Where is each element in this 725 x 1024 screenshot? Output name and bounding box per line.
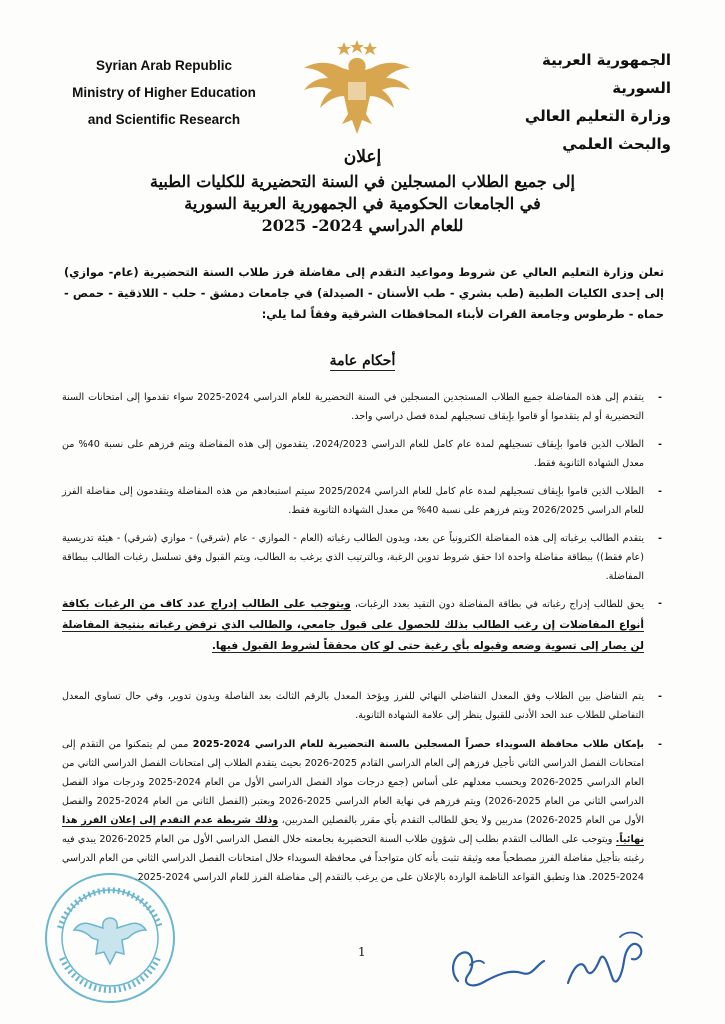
- section-heading: [0, 353, 725, 369]
- announcement-subtitle-2: في الجامعات الحكومية في الجمهورية العربية السورية: [184, 194, 541, 213]
- header-ar-line-1: الجمهورية العربية السورية: [542, 51, 671, 97]
- rule-7-body: ممن لم يتمكنوا من التقدم إلى امتحانات الفصل الدراسي الثاني تأجيل فرزهم إلى العام الدراسي القادم 2025-2026 بحيث يتقدم الطلاب إلى امتحانات الفصل الدراسي الثاني من العام الدراسي 2025-2026 ويحسب معدلهم على أساس (جمع درجات مواد الفصل الدراسي الأول من العام 2024-2025 ودرجات مواد الفصل الدراسي الثاني من العام 2025-2026) ويتم فرزهم في نهاية العام الدراسي 2025-2026 ويعتبر (الفصل الثاني من العام 2024-2025 والفصل الأول من العام 2025-2026) مدربين ولا يحق للطالب التقدم بأي مقرر بالفصلين المدربين،: [62, 739, 644, 826]
- rule-item-2: - الطلاب الذين قاموا بإيقاف تسجيلهم لمدة عام كامل للعام الدراسي 2024/2023، يتقدمون إلى هذه المفاضلة ويتم فرزهم على نسبة 40% من معدل الشهادة الثانوية فقط.: [62, 435, 662, 482]
- rule-item-5: [62, 594, 662, 687]
- section-heading-text: أحكام عامة: [329, 353, 396, 369]
- rule-item-6: - يتم التفاضل بين الطلاب وفق المعدل التفاضلي النهائي للفرز ويؤخذ المعدل بالرقم الثالث بعد الفاصلة وبدون تدوير، وفي حال تساوي المعدل التفاضلي للطلاب عند الحد الأدنى للقبول ينظر إلى علامة الشهادة الثانوية.: [62, 687, 662, 735]
- rule-7-lead: بإمكان طلاب محافظة السويداء حصراً المسجلين بالسنة التحضيرية للعام الدراسي 2024-2025: [192, 739, 644, 750]
- academic-year: للعام الدراسي 2024- 2025: [261, 216, 464, 235]
- header-en-line-2: Ministry of Higher Education: [72, 85, 256, 100]
- ministry-stamp-icon: [40, 868, 180, 1008]
- header-arabic: [481, 46, 671, 158]
- rule-5-emphasis-text: ويتوجب على الطالب إدراج عدد كاف من الرغبات بكافة أنواع المفاضلات إن رغب الطالب بذلك للحصول على قبول جامعي، والطالب الذي ترفض رغباته بنتيجة المفاضلة لن يصار إلى تسوية وضعه وقبوله بأي رغبة حتى لو كان محققاً لشروط القبول فيها.: [62, 598, 644, 652]
- signature-1-icon: [440, 935, 550, 995]
- announcement-title: إعلان: [343, 147, 382, 167]
- signature-2-icon: [560, 925, 650, 1000]
- announcement-subtitle-1: إلى جميع الطلاب المسجلين في السنة التحضيرية للكليات الطبية: [149, 172, 575, 191]
- header-en-line-1: Syrian Arab Republic: [95, 58, 233, 73]
- eagle-emblem-icon: [292, 38, 422, 138]
- rule-item-4: - يتقدم الطالب برغباته إلى هذه المفاضلة الكترونياً عن بعد، ويدون الطالب رغباته (العام - الموازي - عام (شرقي) - موازي (شرقي) - هيئة تدريسية (عام فقط)) ببطاقة مفاضلة واحدة اذا حقق شروط تدوين الرغبة، وبالترتيب الذي يرغب به الطالب، ويتم القبول وفق تسلسل رغبات الطالب ببطاقة المفاضلة.: [62, 529, 662, 594]
- rule-7-underlined: وذلك شريطة عدم التقدم إلى إعلان الفرز هذا نهائياً.: [62, 815, 644, 845]
- header-en-line-3: and Scientific Research: [87, 112, 241, 127]
- intro-paragraph: تعلن وزارة التعليم العالي عن شروط ومواعيد التقدم إلى مفاضلة فرز طلاب السنة التحضيرية (عام- موازي) إلى إحدى الكليات الطبية (طب بشري - طب الأسنان - الصيدلة) في جامعات دمشق - حلب - اللاذقية - حمص - حماه - طرطوس وجامعة الفرات لأبناء المحافظات الشرقية وفقاً لما يلي:: [64, 266, 664, 321]
- header-english: [64, 52, 264, 133]
- header-ar-line-3: والبحث العلمي: [562, 135, 671, 153]
- header-ar-line-2: وزارة التعليم العالي: [524, 107, 671, 125]
- rule-item-1: - يتقدم إلى هذه المفاضلة جميع الطلاب المستجدين المسجلين في السنة التحضيرية للعام الدراسي 2024-2025 سواء تقدموا إلى امتحانات السنة التحضيرية أو لم يتقدموا أو قاموا بإيقاف تسجيلهم لمدة فصل دراسي واحد.: [62, 388, 662, 435]
- rule-item-3: - الطلاب الذين قاموا بإيقاف تسجيلهم لمدة عام كامل للعام الدراسي 2025/2024 سيتم استبعادهم من هذه المفاضلة ويتقدمون إلى مفاضلة الفرز للعام الدراسي 2026/2025 ويتم فرزهم على نسبة 40% من معدل الشهادة الثانوية فقط.: [62, 482, 662, 529]
- page-number: 1: [358, 945, 366, 959]
- rule-5-text: يحق للطالب إدراج رغباته في بطاقة المفاضلة دون التقيد بعدد الرغبات،: [350, 599, 644, 610]
- rule-7-tail: ويتوجب على الطالب التقدم بطلب إلى شؤون طلاب السنة التحضيرية بجامعته خلال الفصل الدراسي الأول من العام 2025-2026 يبدي فيه رغبته بتأجيل مفاضلة الفرز مصطحباً معه وثيقة تثبت بأنه كان متواجداً في محافظة السويداء خلال امتحانات الفصل الدراسي الثاني من العام الدراسي 2024-2025. هذا وتطبق القواعد الناظمة الواردة بالإعلان على من يرغب بالتقدم إلى مفاضلة الفرز للعام الدراسي 2024-2025.: [62, 834, 644, 883]
